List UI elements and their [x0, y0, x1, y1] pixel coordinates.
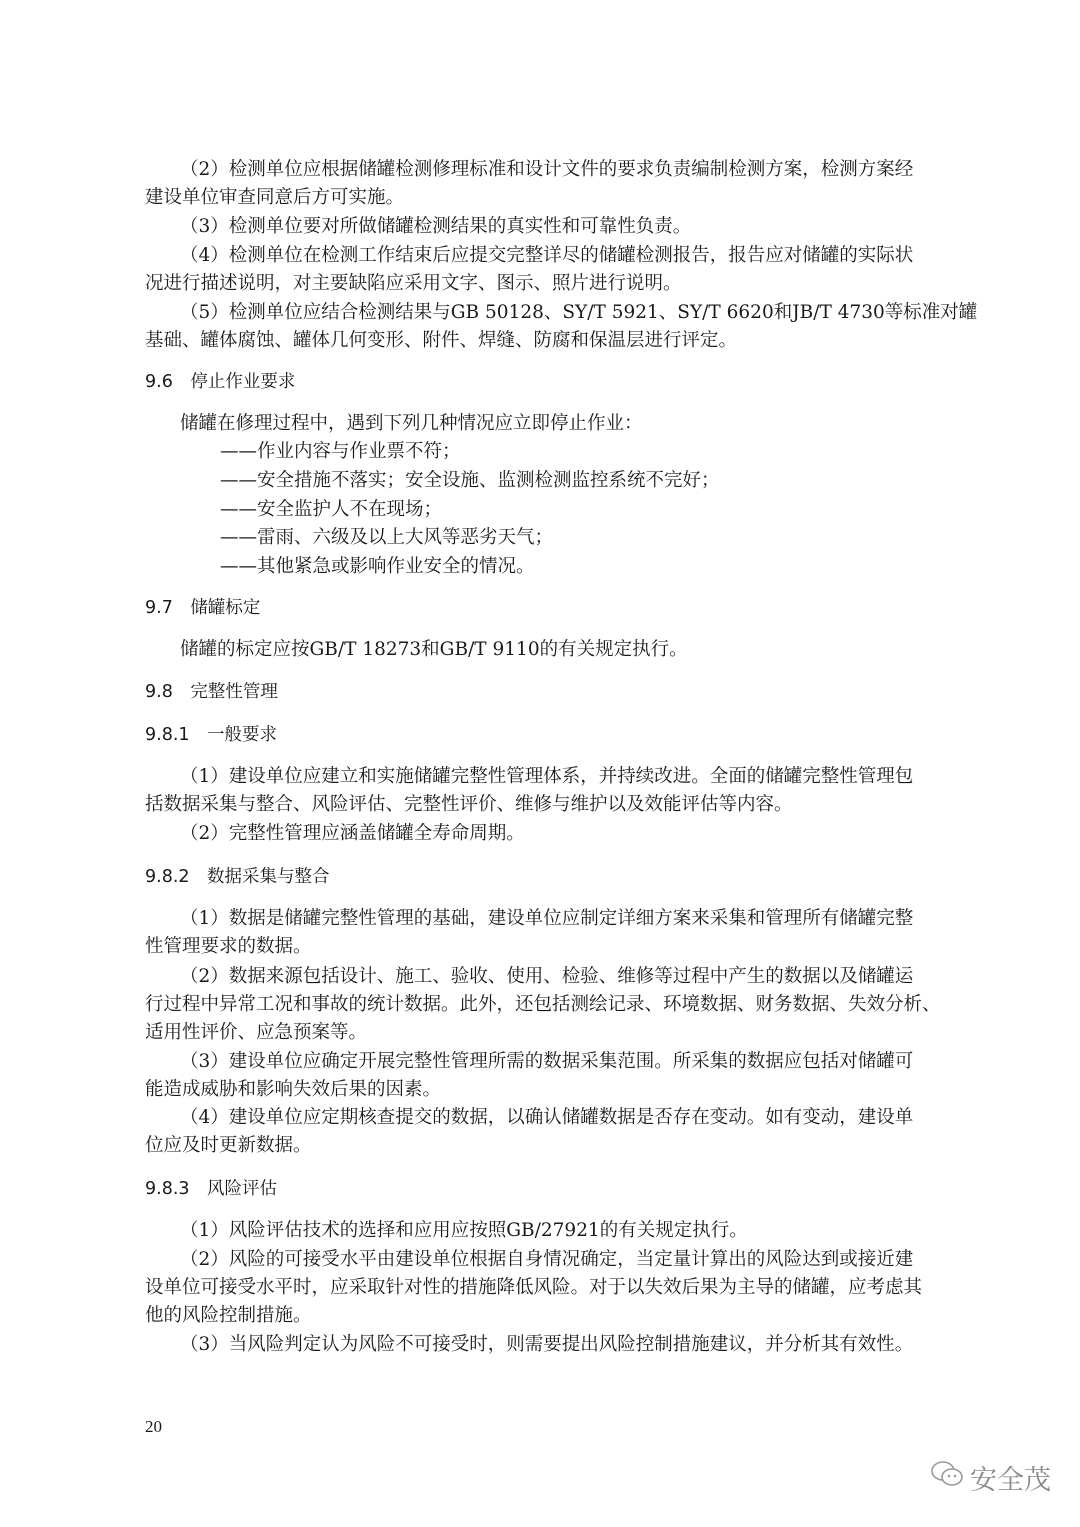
section-heading: 9.6 停止作业要求 [145, 372, 296, 392]
paragraph-line: （4）检测单位在检测工作结束后应提交完整详尽的储罐检测报告，报告应对储罐的实际状 [180, 245, 914, 266]
paragraph-line: （1）风险评估技术的选择和应用应按照GB/27921的有关规定执行。 [180, 1220, 748, 1241]
list-item: ——安全措施不落实；安全设施、监测检测监控系统不完好； [220, 470, 720, 491]
paragraph-line: （1）数据是储罐完整性管理的基础，建设单位应制定详细方案来采集和管理所有储罐完整 [180, 908, 914, 929]
paragraph-line: 位应及时更新数据。 [145, 1135, 312, 1156]
list-item: ——作业内容与作业票不符； [220, 441, 461, 462]
paragraph-line: 储罐的标定应按GB/T 18273和GB/T 9110的有关规定执行。 [180, 639, 688, 660]
paragraph-line: 适用性评价、应急预案等。 [145, 1022, 368, 1043]
paragraph-line: 他的风险控制措施。 [145, 1305, 312, 1326]
paragraph-line: 建设单位审查同意后方可实施。 [145, 187, 405, 208]
paragraph-line: （3）建设单位应确定开展完整性管理所需的数据采集范围。所采集的数据应包括对储罐可 [180, 1051, 914, 1072]
paragraph-line: （4）建设单位应定期核查提交的数据，以确认储罐数据是否存在变动。如有变动，建设单 [180, 1107, 914, 1128]
wechat-icon [930, 1459, 964, 1496]
paragraph-line: （3）检测单位要对所做储罐检测结果的真实性和可靠性负责。 [180, 216, 692, 237]
paragraph-line: （2）完整性管理应涵盖储罐全寿命周期。 [180, 823, 525, 844]
watermark-text: 安全茂 [970, 1465, 1051, 1496]
paragraph-line: 行过程中异常工况和事故的统计数据。此外，还包括测绘记录、环境数据、财务数据、失效分析、 [145, 994, 941, 1015]
section-heading: 9.8 完整性管理 [145, 682, 278, 702]
paragraph-line: 况进行描述说明，对主要缺陷应采用文字、图示、照片进行说明。 [145, 273, 682, 294]
paragraph-line: 能造成威胁和影响失效后果的因素。 [145, 1079, 442, 1100]
list-item: ——其他紧急或影响作业安全的情况。 [220, 556, 535, 577]
paragraph-line: （2）检测单位应根据储罐检测修理标准和设计文件的要求负责编制检测方案，检测方案经 [180, 159, 914, 180]
subsection-heading: 9.8.2 数据采集与整合 [145, 867, 330, 887]
paragraph-line: 设单位可接受水平时，应采取针对性的措施降低风险。对于以失效后果为主导的储罐，应考虑其 [145, 1277, 923, 1298]
list-item: ——安全监护人不在现场； [220, 499, 443, 520]
paragraph-line: 性管理要求的数据。 [145, 936, 312, 957]
paragraph-line: 括数据采集与整合、风险评估、完整性评价、维修与维护以及效能评估等内容。 [145, 794, 793, 815]
subsection-heading: 9.8.3 风险评估 [145, 1179, 278, 1199]
paragraph-line: （5）检测单位应结合检测结果与GB 50128、SY/T 5921、SY/T 6620和JB/T 4730等标准对罐 [180, 302, 978, 323]
page-number: 20 [145, 1417, 162, 1436]
subsection-heading: 9.8.1 一般要求 [145, 725, 278, 745]
watermark [930, 1458, 1051, 1497]
section-heading: 9.7 储罐标定 [145, 598, 261, 618]
paragraph-line: （3）当风险判定认为风险不可接受时，则需要提出风险控制措施建议，并分析其有效性。 [180, 1334, 914, 1355]
paragraph-line: （2）数据来源包括设计、施工、验收、使用、检验、维修等过程中产生的数据以及储罐运 [180, 966, 914, 987]
paragraph-line: （2）风险的可接受水平由建设单位根据自身情况确定，当定量计算出的风险达到或接近建 [180, 1249, 914, 1270]
list-item: ——雷雨、六级及以上大风等恶劣天气； [220, 527, 554, 548]
paragraph-line: （1）建设单位应建立和实施储罐完整性管理体系，并持续改进。全面的储罐完整性管理包 [180, 766, 914, 787]
paragraph-line: 储罐在修理过程中，遇到下列几种情况应立即停止作业： [180, 413, 643, 434]
paragraph-line: 基础、罐体腐蚀、罐体几何变形、附件、焊缝、防腐和保温层进行评定。 [145, 330, 738, 351]
